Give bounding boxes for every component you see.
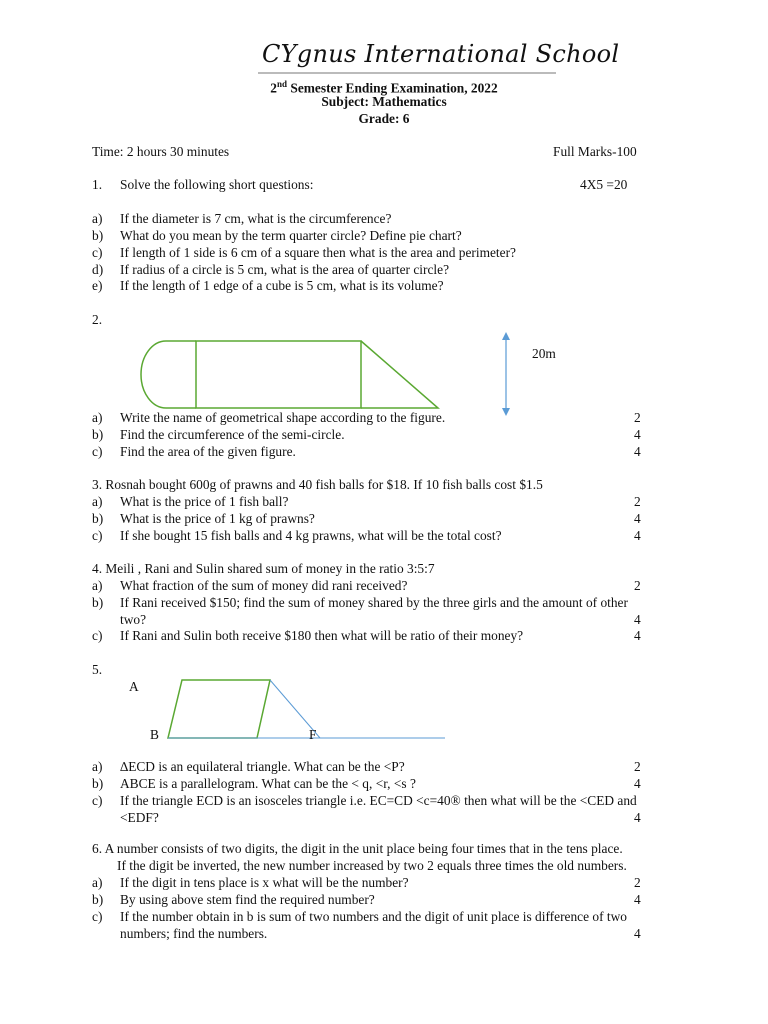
q4-item-text: If Rani received $150; find the sum of money shared by the three girls and the amount of other bbox=[120, 595, 628, 610]
q2-rectangle bbox=[196, 341, 361, 408]
q1-label: d) bbox=[92, 262, 104, 277]
q5-item-text: If the triangle ECD is an isosceles triangle i.e. EC=CD <c=40® then what will be the <CED and bbox=[120, 793, 637, 808]
q5-point-b: B bbox=[150, 727, 159, 742]
q5-item-marks: 4 bbox=[634, 776, 641, 791]
q3-item-text: What is the price of 1 fish ball? bbox=[120, 494, 289, 509]
q2-label: a) bbox=[92, 410, 103, 425]
q5-point-a: A bbox=[129, 679, 139, 694]
q5-number: 5. bbox=[92, 662, 103, 677]
q2-triangle bbox=[361, 341, 438, 408]
q3-item-text: If she bought 15 fish balls and 4 kg prawns, what will be the total cost? bbox=[120, 528, 502, 543]
q5-item-continuation: <EDF? bbox=[120, 810, 159, 825]
q1-label: b) bbox=[92, 228, 104, 243]
q5-parallelogram bbox=[168, 680, 270, 738]
grade-line: Grade: 6 bbox=[358, 111, 410, 126]
q4-item-text: If Rani and Sulin both receive $180 then what will be ratio of their money? bbox=[120, 628, 524, 643]
q2-arrowhead-top bbox=[502, 332, 510, 340]
time-allowed: Time: 2 hours 30 minutes bbox=[92, 144, 230, 159]
q4-item-continuation: two? bbox=[120, 612, 147, 627]
q4-label: c) bbox=[92, 628, 103, 643]
q6-label: b) bbox=[92, 892, 104, 907]
q4-label: a) bbox=[92, 578, 103, 593]
q2-item-text: Write the name of geometrical shape according to the figure. bbox=[120, 410, 446, 425]
q3-label: c) bbox=[92, 528, 103, 543]
q2-item-text: Find the area of the given figure. bbox=[120, 444, 296, 459]
q6-item-text: If the number obtain in b is sum of two numbers and the digit of unit place is difference of two bbox=[120, 909, 627, 924]
q3-text: 3. Rosnah bought 600g of prawns and 40 fish balls for $18. If 10 fish balls cost $1.5 bbox=[92, 477, 543, 492]
q1-label: c) bbox=[92, 245, 103, 260]
q1-label: e) bbox=[92, 278, 103, 293]
q1-item-text: If the diameter is 7 cm, what is the circumference? bbox=[120, 211, 392, 226]
q2-label: b) bbox=[92, 427, 104, 442]
q4-label: b) bbox=[92, 595, 104, 610]
q2-semicircle bbox=[141, 341, 196, 408]
q1-text: Solve the following short questions: bbox=[120, 177, 314, 192]
q6-label: c) bbox=[92, 909, 103, 924]
q2-label: c) bbox=[92, 444, 103, 459]
subject-line: Subject: Mathematics bbox=[321, 94, 447, 109]
q5-item-text: ∆ECD is an equilateral triangle. What can be the <P? bbox=[120, 759, 405, 774]
q1-item-text: If the length of 1 edge of a cube is 5 cm, what is its volume? bbox=[120, 278, 444, 293]
exam-title: 2nd Semester Ending Examination, 2022 bbox=[270, 79, 498, 96]
school-logo-title: CYgnus International School bbox=[262, 40, 620, 68]
q4-item-marks: 4 bbox=[634, 628, 641, 643]
q1-item-text: What do you mean by the term quarter circle? Define pie chart? bbox=[120, 228, 462, 243]
q3-label: b) bbox=[92, 511, 104, 526]
q6-item-marks: 4 bbox=[634, 926, 641, 941]
q3-item-marks: 4 bbox=[634, 528, 641, 543]
q6-text-line2: If the digit be inverted, the new number increased by two 2 equals three times the old numbers. bbox=[117, 858, 627, 873]
q4-item-text: What fraction of the sum of money did rani received? bbox=[120, 578, 408, 593]
q4-item-marks: 2 bbox=[634, 578, 641, 593]
q1-label: a) bbox=[92, 211, 103, 226]
q2-item-marks: 4 bbox=[634, 444, 641, 459]
q6-item-continuation: numbers; find the numbers. bbox=[120, 926, 268, 941]
q5-point-f: F bbox=[309, 727, 317, 742]
q6-item-marks: 4 bbox=[634, 892, 641, 907]
q1-marks: 4X5 =20 bbox=[580, 177, 628, 192]
q5-item-text: ABCE is a parallelogram. What can be the < q, <r, <s ? bbox=[120, 776, 416, 791]
q3-item-marks: 2 bbox=[634, 494, 641, 509]
q1-number: 1. bbox=[92, 177, 103, 192]
q5-label: b) bbox=[92, 776, 104, 791]
q6-item-marks: 2 bbox=[634, 875, 641, 890]
q4-text: 4. Meili , Rani and Sulin shared sum of money in the ratio 3:5:7 bbox=[92, 561, 435, 576]
q6-text-line1: 6. A number consists of two digits, the digit in the unit place being four times that in the tens place. bbox=[92, 841, 623, 856]
q5-label: c) bbox=[92, 793, 103, 808]
q2-number: 2. bbox=[92, 312, 103, 327]
q5-item-marks: 2 bbox=[634, 759, 641, 774]
q4-item-marks: 4 bbox=[634, 612, 641, 627]
q6-item-text: If the digit in tens place is x what will be the number? bbox=[120, 875, 409, 890]
q2-item-text: Find the circumference of the semi-circle. bbox=[120, 427, 345, 442]
q5-item-marks: 4 bbox=[634, 810, 641, 825]
q2-arrowhead-bottom bbox=[502, 408, 510, 416]
q6-label: a) bbox=[92, 875, 103, 890]
q3-item-marks: 4 bbox=[634, 511, 641, 526]
q6-item-text: By using above stem find the required number? bbox=[120, 892, 375, 907]
q1-item-text: If length of 1 side is 6 cm of a square then what is the area and perimeter? bbox=[120, 245, 516, 260]
full-marks: Full Marks-100 bbox=[553, 144, 637, 159]
q2-item-marks: 2 bbox=[634, 410, 641, 425]
q1-item-text: If radius of a circle is 5 cm, what is the area of quarter circle? bbox=[120, 262, 450, 277]
q2-item-marks: 4 bbox=[634, 427, 641, 442]
q5-label: a) bbox=[92, 759, 103, 774]
q3-item-text: What is the price of 1 kg of prawns? bbox=[120, 511, 315, 526]
q2-dimension-label: 20m bbox=[532, 346, 556, 361]
q3-label: a) bbox=[92, 494, 103, 509]
